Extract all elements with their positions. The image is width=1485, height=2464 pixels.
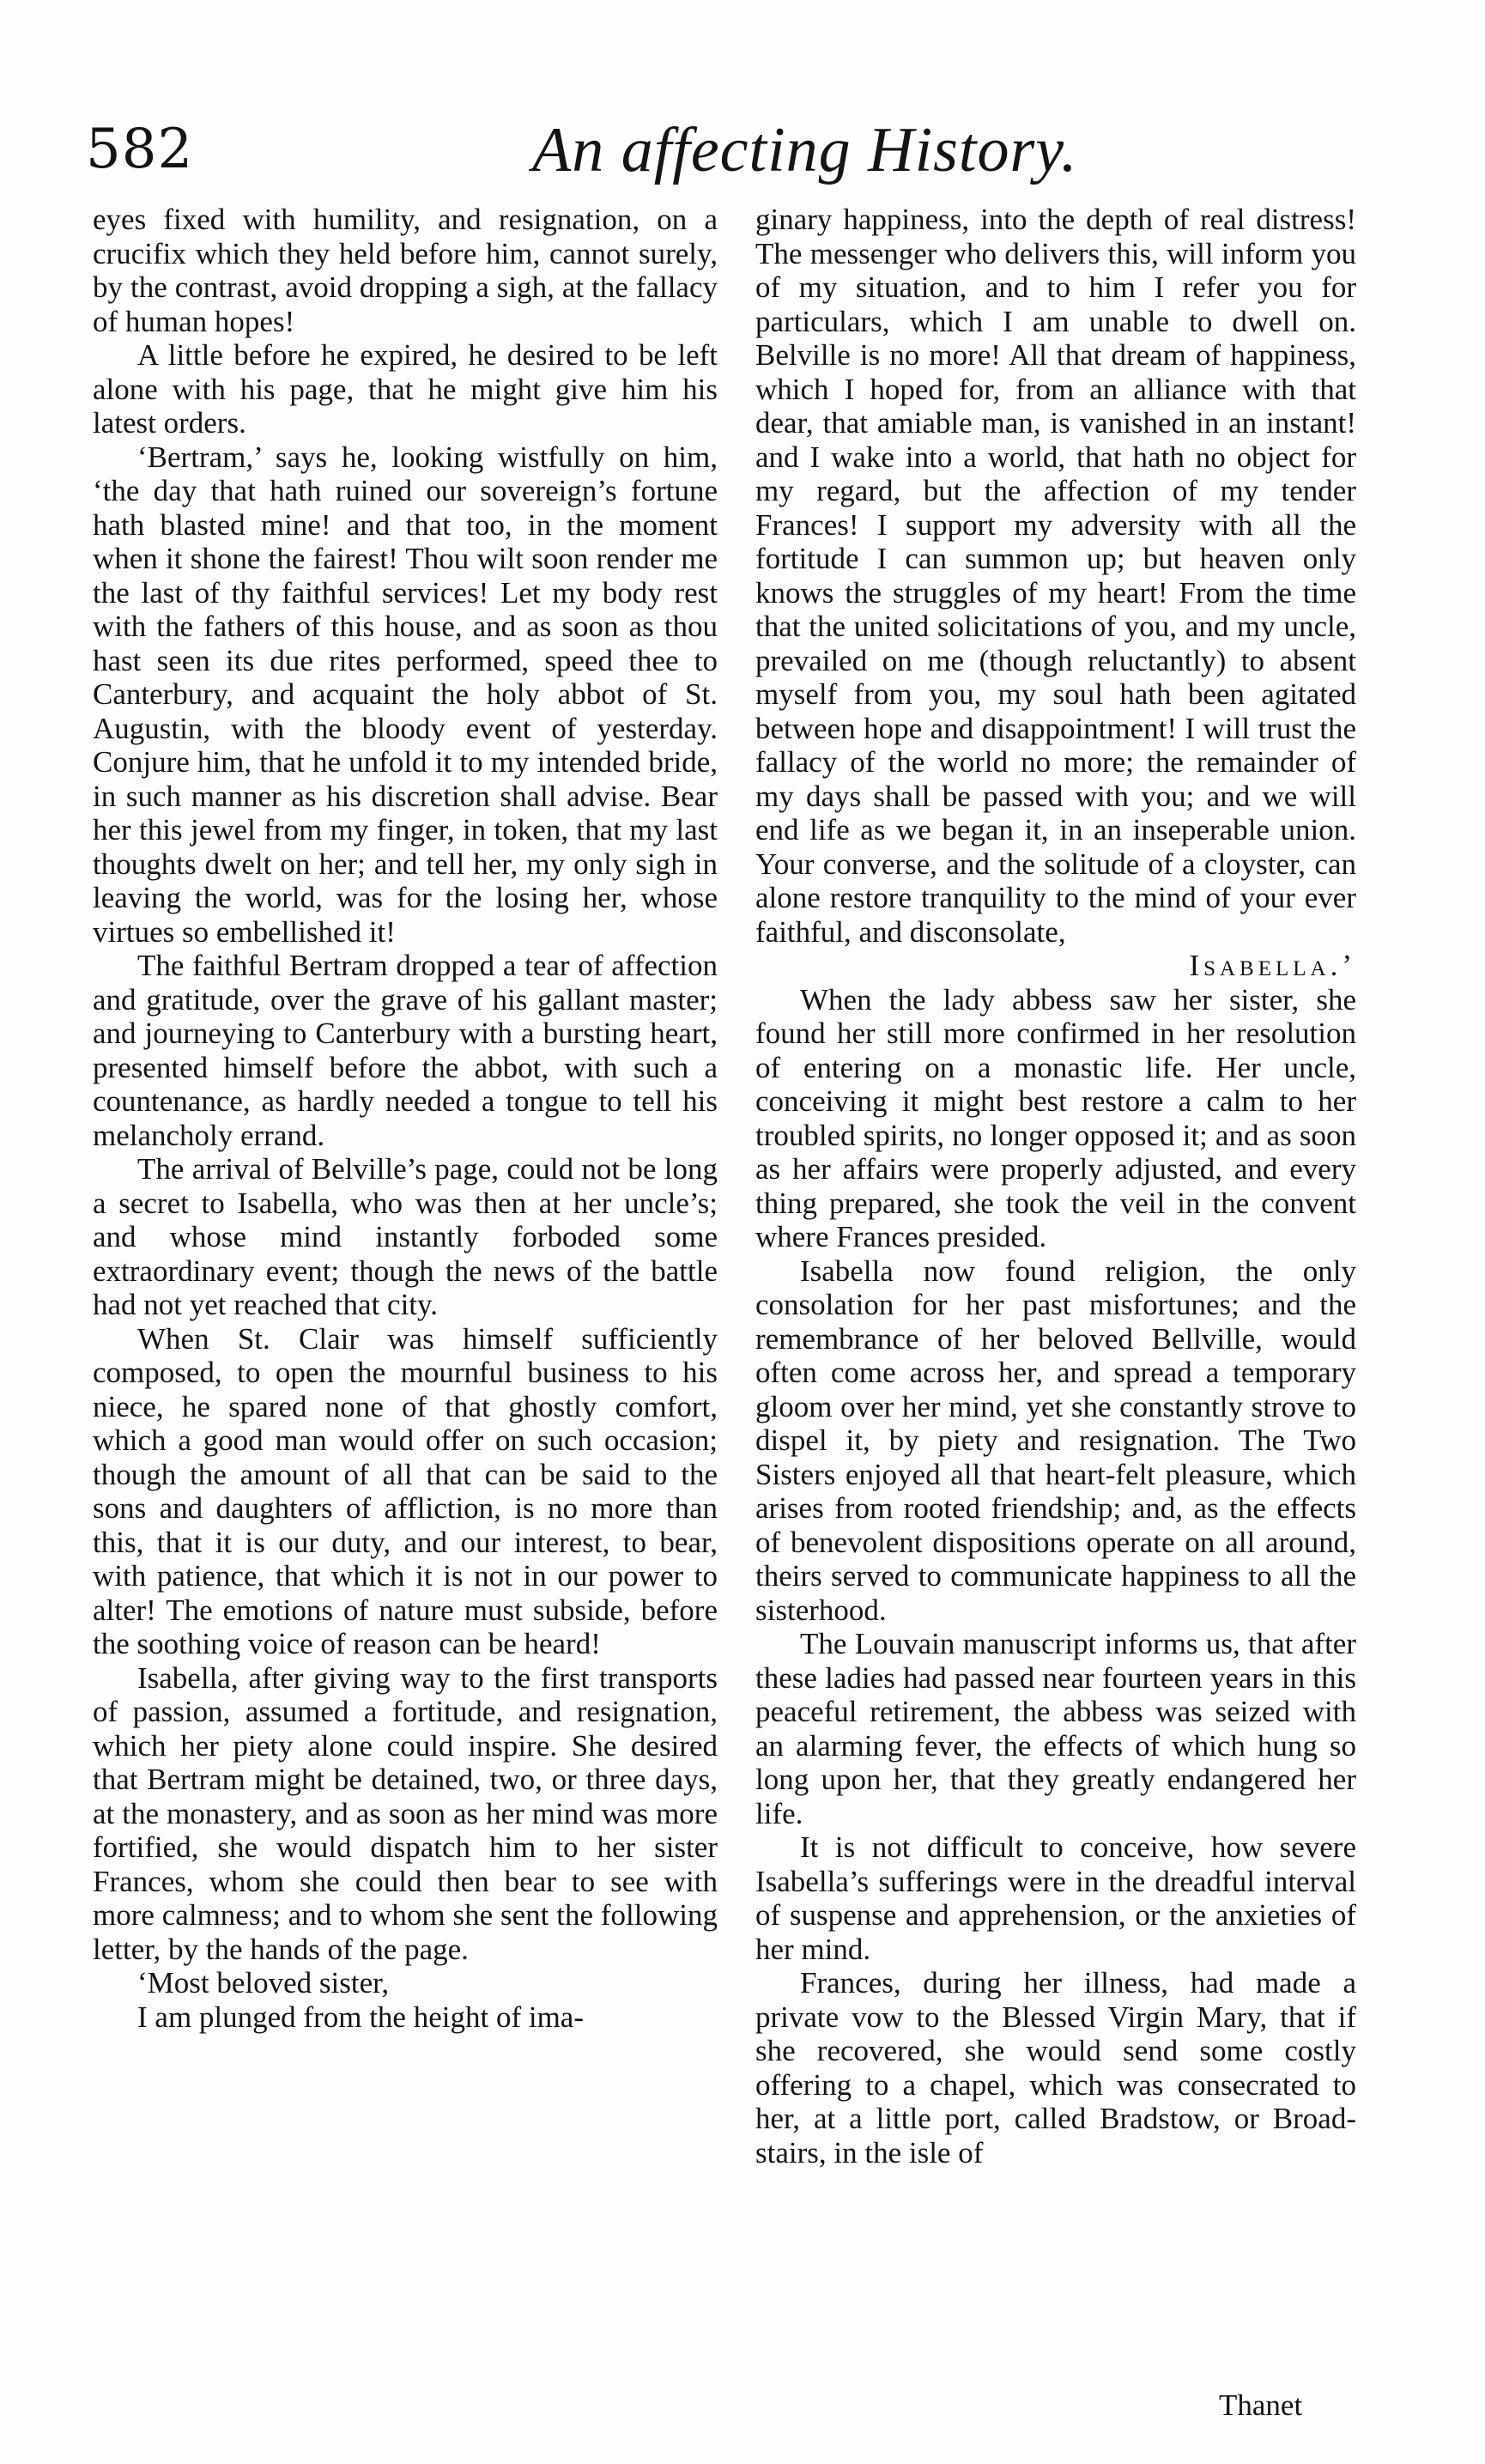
paragraph: ‘Bertram,’ says he, looking wistfully on him, ‘the day that hath ruined our sovereign’s fortune hath blasted mine! and that too, in the moment when it shone the fairest! Thou wilt soon render me the last of thy faithful services! Let my body rest with the fathers of this house, and as soon as thou hast seen its due rites performed, speed thee to Canterbury, and acquaint the holy abbot of St. Augustin, with the bloody event of yesterday. Conjure him, that he unfold it to my intended bride, in such manner as his discretion shall advise. Bear her this jewel from my finger, in token, that my last thoughts dwelt on her; and tell her, my only sigh in leaving the world, was for the losing her, whose virtues so embellished it! [93, 440, 718, 949]
paragraph: Isabella, after giving way to the first transports of passion, assumed a fortitude, and resignation, which her piety alone could inspire. She desired that Bertram might be detained, two, or three days, at the monastery, and as soon as her mind was more fortified, she would dispatch him to her sister Frances, whom she could then bear to see with more calmness; and to whom she sent the following letter, by the hands of the page. [93, 1660, 718, 1966]
paragraph: When St. Clair was himself sufficiently composed, to open the mournful business to his niece, he spared none of that ghostly comfort, which a good man would offer on such occasion; though the amount of all that can be said to the sons and daughters of affliction, is no more than this, that it is our duty, and our interest, to bear, with patience, that which it is not in our power to alter! The emotions of nature must subside, before the soothing voice of reason can be heard! [93, 1321, 718, 1660]
catchword: Thanet [1219, 2388, 1303, 2422]
paragraph: The Louvain manuscript informs us, that after these ladies had passed near fourteen years in this peaceful retirement, the abbess was seized with an alarming fever, the effects of which hung so long upon her, that they greatly endangered her life. [755, 1627, 1356, 1830]
paragraph: ginary happiness, into the depth of real distress! The messenger who delivers this, will inform you of my situation, and to him I refer you for particulars, which I am unable to dwell on. Belville is no more! All that dream of happiness, which I hoped for, from an alliance with that dear, that amiable man, is vanished in an instant! and I wake into a world, that hath no object for my regard, but the affection of my tender Frances! I support my adversity with all the fortitude I can summon up; but heaven only knows the struggles of my heart! From the time that the united solicitations of you, and my uncle, prevailed on me (though reluctantly) to absent myself from you, my soul hath been agitated between hope and disappointment! I will trust the fallacy of the world no more; the remainder of my days shall be passed with you; and we will end life as we began it, in an inseperable union. Your converse, and the solitude of a cloyster, can alone restore tranquility to the mind of your ever faithful, and disconsolate, [755, 203, 1356, 949]
paragraph: The arrival of Belville’s page, could not be long a secret to Isabella, who was then at her uncle’s; and whose mind instantly forboded some extraordinary event; though the news of the battle had not yet reached that city. [93, 1152, 718, 1321]
paragraph: When the lady abbess saw her sister, she found her still more confirmed in her resolution of entering on a monastic life. Her uncle, conceiving it might best restore a calm to her troubled spirits, no longer opposed it; and as soon as her affairs were properly adjusted, and every thing prepared, she took the veil in the convent where Frances presided. [755, 982, 1356, 1253]
page-number: 582 [86, 118, 194, 181]
letter-salutation: ‘Most beloved sister, [137, 1966, 390, 2000]
paragraph: It is not difficult to conceive, how severe Isabella’s sufferings were in the dreadful interval of suspense and apprehension, or the anxieties of her mind. [755, 1830, 1356, 1966]
letter-signature: Isabella.’ [1189, 949, 1356, 982]
paragraph: Frances, during her illness, had made a private vow to the Blessed Virgin Mary, that if she recovered, she would send some costly offering to a chapel, which was consecrated to her, at a little port, called Bradstow, or Broad-stairs, in the isle of [755, 1966, 1356, 2170]
running-title: An affecting History. [532, 115, 1078, 185]
paragraph: A little before he expired, he desired to be left alone with his page, that he might give him his latest orders. [93, 338, 718, 440]
page-header [86, 101, 1348, 196]
left-column [93, 203, 718, 2034]
right-column [755, 203, 1356, 2170]
paragraph: I am plunged from the height of ima- [137, 2000, 584, 2034]
paragraph: The faithful Bertram dropped a tear of affection and gratitude, over the grave of his gallant master; and journeying to Canterbury with a bursting heart, presented himself before the abbot, with such a countenance, as hardly needed a tongue to tell his melancholy errand. [93, 949, 718, 1152]
paragraph: eyes fixed with humility, and resignation, on a crucifix which they held before him, cannot surely, by the contrast, avoid dropping a sigh, at the fallacy of human hopes! [93, 203, 718, 338]
paragraph: Isabella now found religion, the only consolation for her past misfortunes; and the remembrance of her beloved Bellville, would often come across her, and spread a temporary gloom over her mind, yet she constantly strove to dispel it, by piety and resignation. The Two Sisters enjoyed all that heart-felt pleasure, which arises from rooted friendship; and, as the effects of benevolent dispositions operate on all around, theirs served to communicate happiness to all the sisterhood. [755, 1253, 1356, 1627]
